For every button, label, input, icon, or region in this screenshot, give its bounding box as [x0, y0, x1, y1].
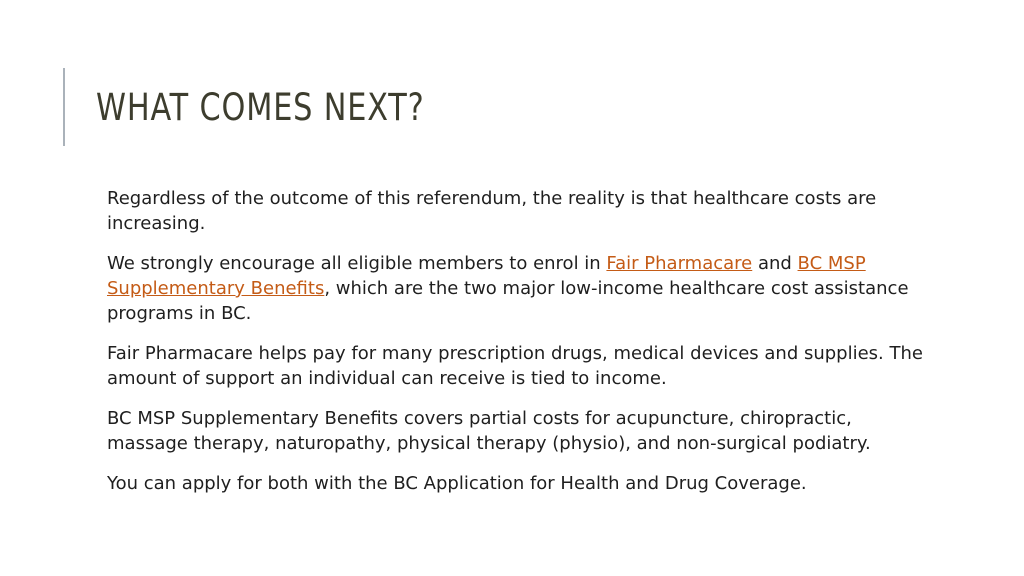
paragraph-apply: You can apply for both with the BC Application for Health and Drug Coverage.	[107, 473, 807, 494]
enrol-text-and: and	[752, 253, 798, 274]
enrol-text-tail: , which are the two major low-income healthcare cost assistance programs in BC.	[107, 278, 909, 324]
slide-title: WHAT COMES NEXT?	[96, 86, 425, 129]
paragraph-healthcare-costs: Regardless of the outcome of this referendum, the reality is that healthcare costs are increasing.	[107, 188, 877, 234]
fair-pharmacare-link[interactable]: Fair Pharmacare	[606, 253, 753, 274]
bc-msp-supplementary-benefits-link[interactable]: BC MSP Supplementary Benefits	[107, 253, 866, 299]
paragraph-fair-pharmacare: Fair Pharmacare helps pay for many prescription drugs, medical devices and supplies. The amount of support an individual can receive is tied to income.	[107, 343, 923, 389]
title-accent-rule	[63, 68, 65, 146]
slide-body	[107, 186, 927, 511]
paragraph-enrol-encouragement	[107, 251, 927, 326]
paragraph-msp-benefits: BC MSP Supplementary Benefits covers partial costs for acupuncture, chiropractic, massage therapy, naturopathy, physical therapy (physio), and non-surgical podiatry.	[107, 408, 871, 454]
enrol-text-lead: We strongly encourage all eligible members to enrol in	[107, 253, 607, 274]
